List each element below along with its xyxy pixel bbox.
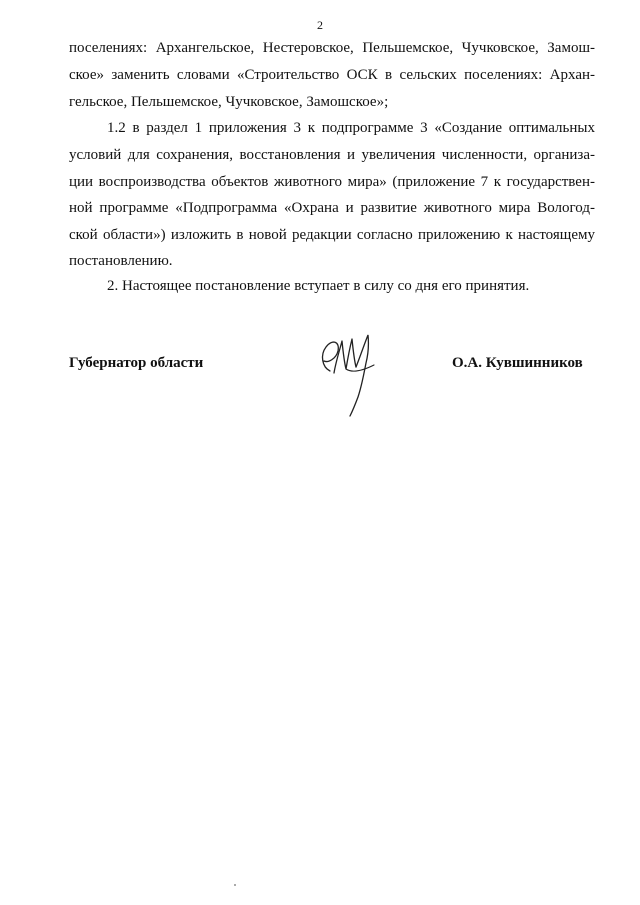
position-title: Губернатор области bbox=[69, 355, 204, 371]
page-number: 2 bbox=[317, 18, 323, 32]
paragraph-3: 2. Настоящее постановление вступает в силу со дня его принятия. bbox=[107, 278, 530, 294]
paragraph-2-line-1: 1.2 в раздел 1 приложения 3 к подпрограмме 3 «Создание оптимальных bbox=[107, 120, 595, 136]
paragraph-1-line-3: гельское, Пельшемское, Чучковское, Замошское»; bbox=[69, 94, 389, 110]
paragraph-2-line-6: постановлению. bbox=[69, 253, 173, 269]
paragraph-2-line-3: ции воспроизводства объектов животного мира» (приложение 7 к государствен- bbox=[69, 174, 595, 190]
paragraph-2-line-5: ской области») изложить в новой редакции согласно приложению к настоящему bbox=[69, 227, 595, 243]
scan-speck bbox=[234, 884, 236, 886]
handwritten-signature bbox=[316, 327, 386, 419]
signer-name: О.А. Кувшинников bbox=[452, 355, 583, 371]
paragraph-1-line-2: ское» заменить словами «Строительство ОСК в сельских поселениях: Архан- bbox=[69, 67, 595, 83]
paragraph-2-line-4: ной программе «Подпрограмма «Охрана и развитие животного мира Вологод- bbox=[69, 200, 595, 216]
paragraph-2-line-2: условий для сохранения, восстановления и увеличения численности, организа- bbox=[69, 147, 595, 163]
paragraph-1-line-1: поселениях: Архангельское, Нестеровское, Пельшемское, Чучковское, Замош- bbox=[69, 40, 595, 56]
